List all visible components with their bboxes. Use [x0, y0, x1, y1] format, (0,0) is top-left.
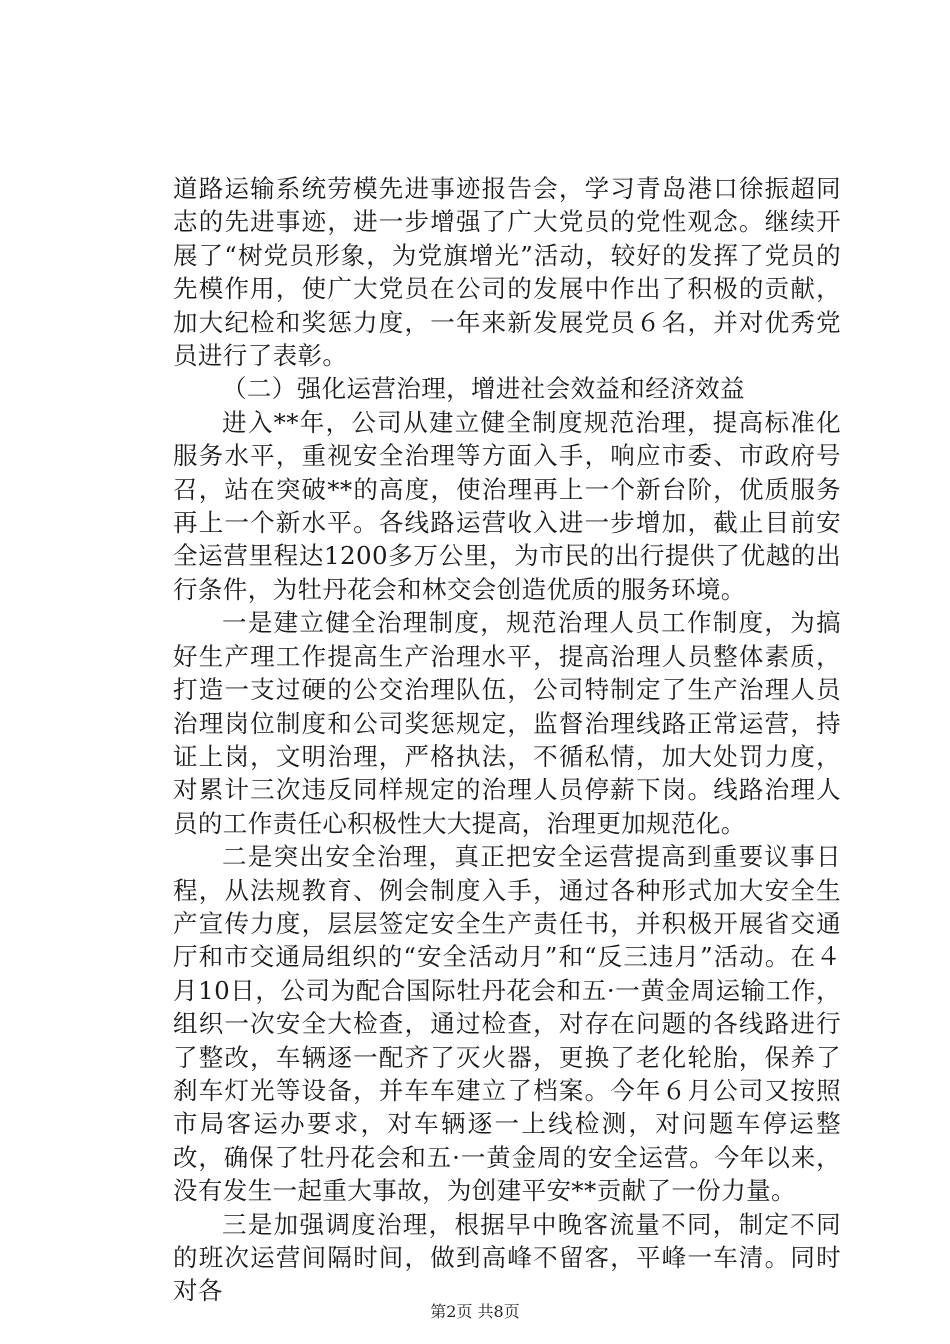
page-number-footer: 第2页 共8页: [430, 1302, 520, 1321]
paragraph-dispatch-management: 三是加强调度治理，根据早中晚客流量不同，制定不同的班次运营间隔时间，做到高峰不留客，平峰一车清。同时对各: [173, 1209, 841, 1306]
paragraph-safety-management: 二是突出安全治理，真正把安全运营提高到重要议事日程，从法规教育、例会制度入手，通过各种形式加大安全生产宣传力度，层层签定安全生产责任书，并积极开展省交通厅和市交通局组织的“安全活动月”和“反三违月”活动。在４月10日，公司为配合国际牡丹花会和五·一黄金周运输工作，组织一次安全大检查，通过检查，对存在问题的各线路进行了整改，车辆逐一配齐了灭火器，更换了老化轮胎，保养了刹车灯光等设备，并车车建立了档案。今年６月公司又按照市局客运办要求，对车辆逐一上线检测，对问题车停运整改，确保了牡丹花会和五·一黄金周的安全运营。今年以来，没有发生一起重大事故，为创建平安**贡献了一份力量。: [173, 842, 841, 1206]
paragraph-operations-intro: 进入**年，公司从建立健全制度规范治理，提高标准化服务水平，重视安全治理等方面入手，响应市委、市政府号召，站在突破**的高度，使治理再上一个新台阶，优质服务再上一个新水平。各线路运营收入进一步增加，截止目前安全运营里程达1200多万公里，为市民的出行提供了优越的出行条件，为牡丹花会和林交会创造优质的服务环境。: [173, 407, 841, 604]
document-body: [173, 172, 841, 1308]
paragraph-management-system: 一是建立健全治理制度，规范治理人员工作制度，为搞好生产理工作提高生产治理水平，提高治理人员整体素质，打造一支过硬的公交治理队伍，公司特制定了生产治理人员治理岗位制度和公司奖惩规定，监督治理线路正常运营，持证上岗，文明治理，严格执法，不循私情，加大处罚力度，对累计三次违反同样规定的治理人员停薪下岗。线路治理人员的工作责任心积极性大大提高，治理更加规范化。: [173, 608, 841, 838]
paragraph-continuation: 道路运输系统劳模先进事迹报告会，学习青岛港口徐振超同志的先进事迹，进一步增强了广大党员的党性观念。继续开展了“树党员形象，为党旗增光”活动，较好的发挥了党员的先模作用，使广大党员在公司的发展中作出了积极的贡献，加大纪检和奖惩力度，一年来新发展党员６名，并对优秀党员进行了表彰。: [173, 174, 841, 371]
section-heading: （二）强化运营治理，增进社会效益和经济效益: [222, 374, 745, 404]
